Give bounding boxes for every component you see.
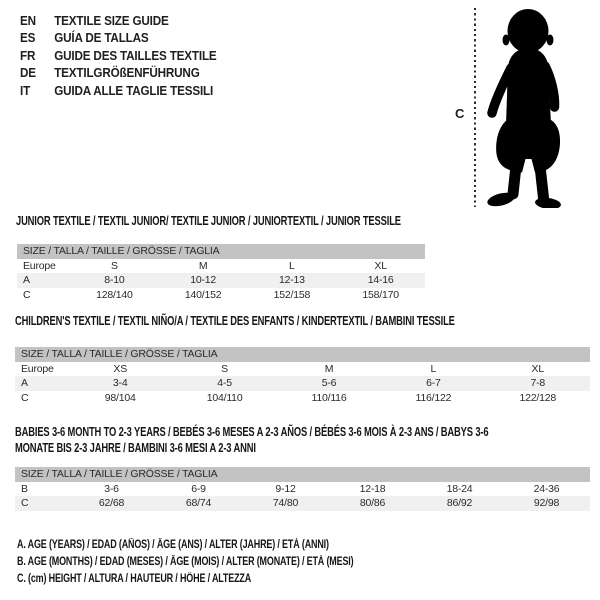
table-cell: 6-9 — [191, 482, 206, 495]
table-title-babies: BABIES 3-6 MONTH TO 2-3 YEARS / BEBÉS 3-6 MESES A 2-3 AÑOS / BÉBÉS 3-6 MOIS À 2-3 ANS / BABYS 3-6 MONATE BIS 2-3 JAHRE / BAMBINI 3-6 MESI A 2-3 ANNI — [15, 425, 489, 455]
language-title: GUIDA ALLE TAGLIE TESSILI — [54, 82, 214, 98]
table-row — [17, 273, 425, 288]
table-cell: 7-8 — [530, 377, 546, 390]
language-row-es — [20, 29, 217, 46]
table-row — [17, 259, 425, 274]
footnote-age-months: B. AGE (MONTHS) / EDAD (MESES) / ÂGE (MOIS) / ALTER (MONATE) / ETÀ (MESI) — [17, 556, 354, 569]
footnote-height: C. (cm) HEIGHT / ALTURA / HAUTEUR / HÖHE / ALTEZZA — [17, 573, 252, 586]
height-measure-dashed-line — [474, 8, 476, 207]
table-title-children: CHILDREN'S TEXTILE / TEXTIL NIÑO/A / TEXTILE DES ENFANTS / KINDERTEXTIL / BAMBINI TESSILE — [15, 314, 455, 328]
table-cell: 140/152 — [184, 288, 222, 301]
table-row — [15, 376, 590, 391]
table-cell: 128/140 — [96, 288, 133, 301]
row-label: C — [21, 497, 29, 510]
table-cell: 116/122 — [415, 391, 452, 404]
size-header-bar: SIZE / TALLA / TAILLE / GRÖSSE / TAGLIA — [17, 244, 425, 259]
size-table-babies — [15, 467, 590, 511]
table-cell: S — [221, 362, 228, 375]
table-cell: M — [198, 259, 208, 272]
table-row — [15, 362, 590, 377]
table-cell: 68/74 — [185, 497, 212, 510]
table-cell: L — [430, 362, 437, 375]
table-cell: L — [289, 259, 295, 272]
table-cell: 8-10 — [104, 274, 125, 287]
footnote-age-years: A. AGE (YEARS) / EDAD (AÑOS) / ÂGE (ANS) / ALTER (JAHRE) / ETÀ (ANNI) — [17, 539, 329, 551]
language-row-de — [20, 64, 217, 81]
table-cell: XL — [531, 362, 544, 375]
language-title: TEXTILGRÖßENFÜHRUNG — [54, 65, 200, 81]
table-cell: 10-12 — [190, 274, 217, 287]
table-cell: 6-7 — [426, 377, 441, 390]
toddler-silhouette-icon — [482, 8, 574, 208]
table-cell: 18-24 — [446, 482, 473, 495]
language-row-en — [20, 12, 217, 29]
table-row — [15, 482, 590, 497]
language-code: IT — [20, 82, 31, 98]
table-cell: 80/86 — [359, 497, 386, 510]
size-table-junior — [17, 244, 425, 302]
row-label: C — [23, 288, 31, 301]
table-cell: M — [324, 362, 334, 375]
table-cell: 24-36 — [533, 482, 560, 495]
table-cell: 152/158 — [273, 288, 311, 301]
language-code: DE — [20, 65, 36, 81]
table-cell: 122/128 — [519, 391, 557, 404]
table-cell: 9-12 — [275, 482, 296, 495]
row-label: A — [23, 274, 30, 287]
row-label: Europe — [23, 259, 56, 272]
footnotes — [17, 537, 448, 589]
size-header-bar: SIZE / TALLA / TAILLE / GRÖSSE / TAGLIA — [15, 467, 590, 482]
table-cell: 104/110 — [206, 391, 243, 404]
table-cell: XL — [374, 259, 387, 272]
table-cell: 4-5 — [217, 377, 232, 390]
row-label: C — [21, 391, 29, 404]
table-cell: 110/116 — [311, 391, 347, 404]
row-label: Europe — [21, 362, 54, 375]
height-measure-label: C — [455, 106, 465, 121]
language-list — [20, 12, 238, 99]
row-label: B — [21, 482, 28, 495]
table-cell: 98/104 — [104, 391, 136, 404]
table-title-junior: JUNIOR TEXTILE / TEXTIL JUNIOR/ TEXTILE JUNIOR / JUNIORTEXTIL / JUNIOR TESSILE — [16, 214, 401, 228]
language-row-it — [20, 82, 217, 99]
language-code: EN — [20, 13, 36, 28]
language-title: GUÍA DE TALLAS — [54, 30, 149, 46]
table-cell: 92/98 — [533, 497, 560, 510]
language-row-fr — [20, 47, 217, 64]
table-cell: 14-16 — [367, 274, 394, 287]
table-cell: XS — [113, 362, 127, 375]
language-code: ES — [20, 30, 36, 46]
table-cell: 86/92 — [446, 497, 473, 510]
table-row — [15, 391, 590, 406]
row-label: A — [21, 377, 28, 390]
table-cell: 158/170 — [362, 288, 399, 301]
table-cell: S — [110, 259, 118, 272]
size-table-children — [15, 347, 590, 405]
size-header-bar: SIZE / TALLA / TAILLE / GRÖSSE / TAGLIA — [15, 347, 590, 362]
table-row — [15, 496, 590, 511]
table-cell: 3-6 — [104, 482, 119, 495]
language-title: GUIDE DES TAILLES TEXTILE — [54, 47, 217, 63]
language-code: FR — [20, 47, 36, 63]
table-cell: 5-6 — [321, 377, 337, 390]
table-cell: 74/80 — [272, 497, 299, 510]
table-row — [17, 288, 425, 303]
table-cell: 12-18 — [359, 482, 386, 495]
table-cell: 62/68 — [98, 497, 125, 510]
language-title: TEXTILE SIZE GUIDE — [54, 13, 169, 28]
table-cell: 12-13 — [278, 274, 305, 287]
table-cell: 3-4 — [112, 377, 128, 390]
